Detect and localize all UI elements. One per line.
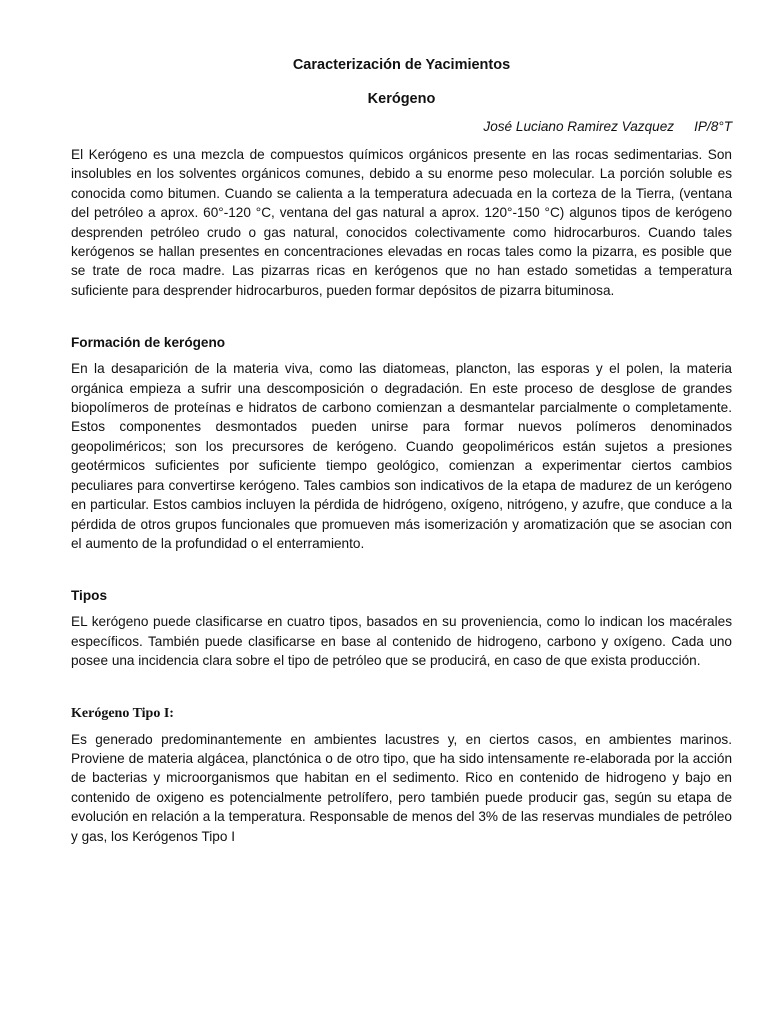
document-title: Caracterización de Yacimientos (292, 57, 511, 73)
section-body-tipo-1: Es generado predominantemente en ambientes lacustres y, en ciertos casos, en ambientes marinos. Proviene de materia algácea, planctónica o de otro tipo, que ha sido intensamente re-elaborada por la acción de bacterias y microorganismos que habitan en el sedimento. Rico en contenido de hidrogeno y bajo en contenido de oxigeno es potencialmente petrolífero, pero también puede producir gas, según su etapa de evolución en relación a la temperatura. Responsable de menos del 3% de las reservas mundiales de petróleo y gas, los Kerógenos Tipo I (71, 731, 732, 844)
author-line (71, 118, 732, 136)
document-subtitle: Kerógeno (367, 91, 436, 107)
section-body-tipos: EL kerógeno puede clasificarse en cuatro tipos, basados en su proveniencia, como lo indican los macérales específicos. También puede clasificarse en base al contenido de hidrogeno, carbono y oxígeno. Cada uno posee una incidencia clara sobre el tipo de petróleo que se producirá, en caso de que exista producción. (71, 614, 732, 669)
author-group: IP/8°T (694, 119, 732, 134)
section-heading-tipos: Tipos (71, 588, 108, 604)
section-body-formacion: En la desaparición de la materia viva, como las diatomeas, plancton, las esporas y el polen, la materia orgánica empieza a sufrir una descomposición o degradación. En este proceso de desglose de grandes biopolímeros de proteínas e hidratos de carbono comienzan a desmantelar parcialmente o completamente. Estos componentes desmontados pueden unirse para formar nuevos polímeros denominados geopoliméricos; son los precursores de kerógeno. Cuando geopoliméricos están sujetos a presiones geotérmicos suficientes por suficiente tiempo geológico, comienzan a experimentar ciertos cambios peculiares para convertirse kerógeno. Tales cambios son indicativos de la etapa de madurez de un kerógeno en particular. Estos cambios incluyen la pérdida de hidrógeno, oxígeno, nitrógeno, y azufre, que conduce a la pérdida de otros grupos funcionales que promueven más isomerización y aromatización que se asocian con el aumento de la profundidad o el enterramiento. (71, 361, 732, 551)
section-heading-formacion: Formación de kerógeno (71, 335, 226, 351)
document-page (71, 56, 732, 846)
section-heading-tipo-1: Kerógeno Tipo I: (71, 705, 174, 721)
intro-paragraph: El Kerógeno es una mezcla de compuestos químicos orgánicos presente en las rocas sedimentarias. Son insolubles en los solventes orgánicos comunes, debido a su enorme peso molecular. La porción soluble es conocida como bitumen. Cuando se calienta a la temperatura adecuada en la corteza de la Tierra, (ventana del petróleo a aprox. 60°-120 °C, ventana del gas natural a aprox. 120°-150 °C) algunos tipos de kerógeno desprenden petróleo crudo o gas natural, conocidos colectivamente como hidrocarburos. Cuando tales kerógenos se hallan presentes en concentraciones elevadas en rocas tales como la pizarra, es posible que se trate de roca madre. Las pizarras ricas en kerógenos que no han estado sometidas a temperatura suficiente para desprender hidrocarburos, pueden formar depósitos de pizarra bituminosa. (71, 147, 732, 298)
author-name: José Luciano Ramirez Vazquez (483, 119, 675, 134)
